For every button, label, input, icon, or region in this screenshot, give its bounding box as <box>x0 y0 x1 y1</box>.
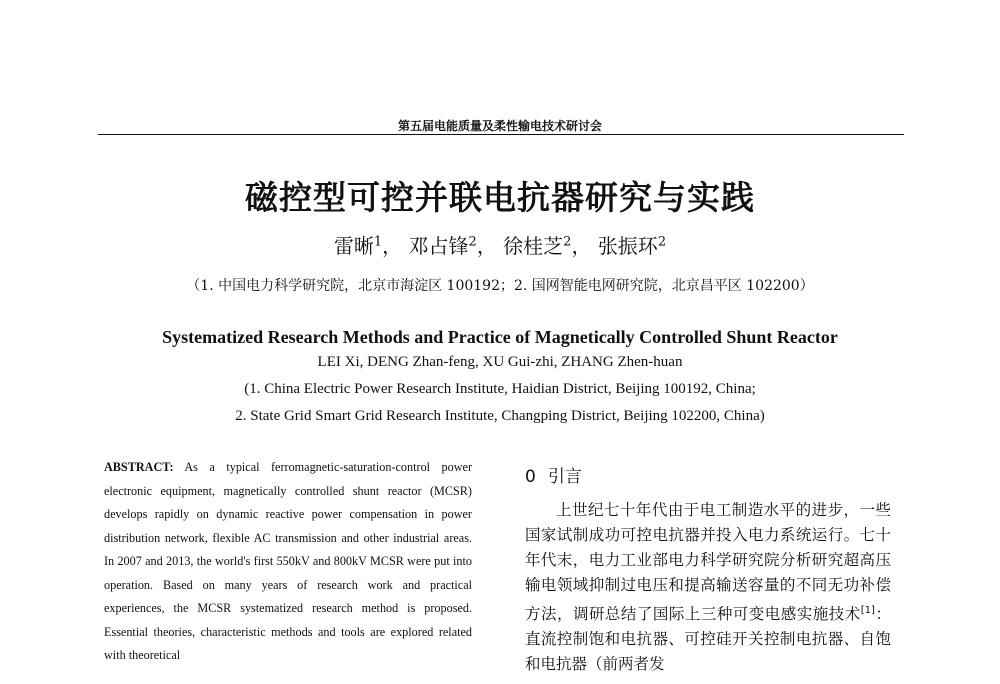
intro-heading <box>525 462 582 487</box>
author-affil-sup: 2 <box>657 234 667 250</box>
citation-ref: [1] <box>860 605 875 616</box>
affiliation-en-2: 2. State Grid Smart Grid Research Institute, Changping District, Beijing 102200, China) <box>235 408 765 424</box>
abstract-text: As a typical ferromagnetic-saturation-control power electronic equipment, magnetically controlled shunt reactor (MCSR) develops rapidly on dynamic reactive power compensation in power distribution network, flexible AC transmission and other industrial areas. In 2007 and 2013, the world's first 550kV and 800kV MCSR were put into operation. Based on many years of research work and practical experiences, the MCSR systematized research method is proposed. Essential theories, characteristic methods and tools are explored related with theoretical <box>104 460 473 662</box>
abstract <box>104 456 472 668</box>
authors-en: LEI Xi, DENG Zhan-feng, XU Gui-zhi, ZHANG Zhen-huan <box>317 354 683 370</box>
intro-text: 上世纪七十年代由于电工制造水平的进步，一些国家试制成功可控电抗器并投入电力系统运行。七十年代末，电力工业部电力科学研究院分析研究超高压输电领域抑制过电压和提高输送容量的不同无功补偿方法，调研总结了国际上三种可变电感实施技术 <box>525 501 891 624</box>
author-separator: ， <box>571 234 592 258</box>
authors-cn <box>0 230 1000 259</box>
section-title: 引言 <box>547 467 582 487</box>
author-affil-sup: 1 <box>373 234 383 250</box>
affiliation-en-1: (1. China Electric Power Research Institute, Haidian District, Beijing 100192, China; <box>244 381 756 397</box>
affiliation-cn: （1. 中国电力科学研究院，北京市海淀区 100192；2. 国网智能电网研究院，北京昌平区 102200） <box>186 278 814 294</box>
conference-header: 第五届电能质量及柔性输电技术研讨会 <box>397 119 602 133</box>
author-cn: 徐桂芝 <box>503 234 564 258</box>
title-en: Systematized Research Methods and Practice of Magnetically Controlled Shunt Reactor <box>162 327 838 347</box>
intro-paragraph <box>525 498 891 677</box>
title-cn: 磁控型可控并联电抗器研究与实践 <box>245 178 755 217</box>
intro-text-cont: ：直流控制饱和电抗器、可控硅开关控制电抗器、自饱和电抗器（前两者发 <box>525 605 891 674</box>
abstract-label: ABSTRACT: <box>104 460 174 474</box>
intro-body <box>525 498 891 677</box>
author-cn: 邓占锋 <box>408 234 469 258</box>
header-rule <box>98 134 904 135</box>
author-cn: 张振环 <box>597 234 658 258</box>
author-separator: ， <box>382 234 403 258</box>
section-number: 0 <box>525 467 536 487</box>
author-affil-sup: 2 <box>468 234 477 250</box>
author-separator: ， <box>476 234 497 258</box>
author-cn: 雷晰 <box>333 234 374 258</box>
author-affil-sup: 2 <box>563 234 572 250</box>
